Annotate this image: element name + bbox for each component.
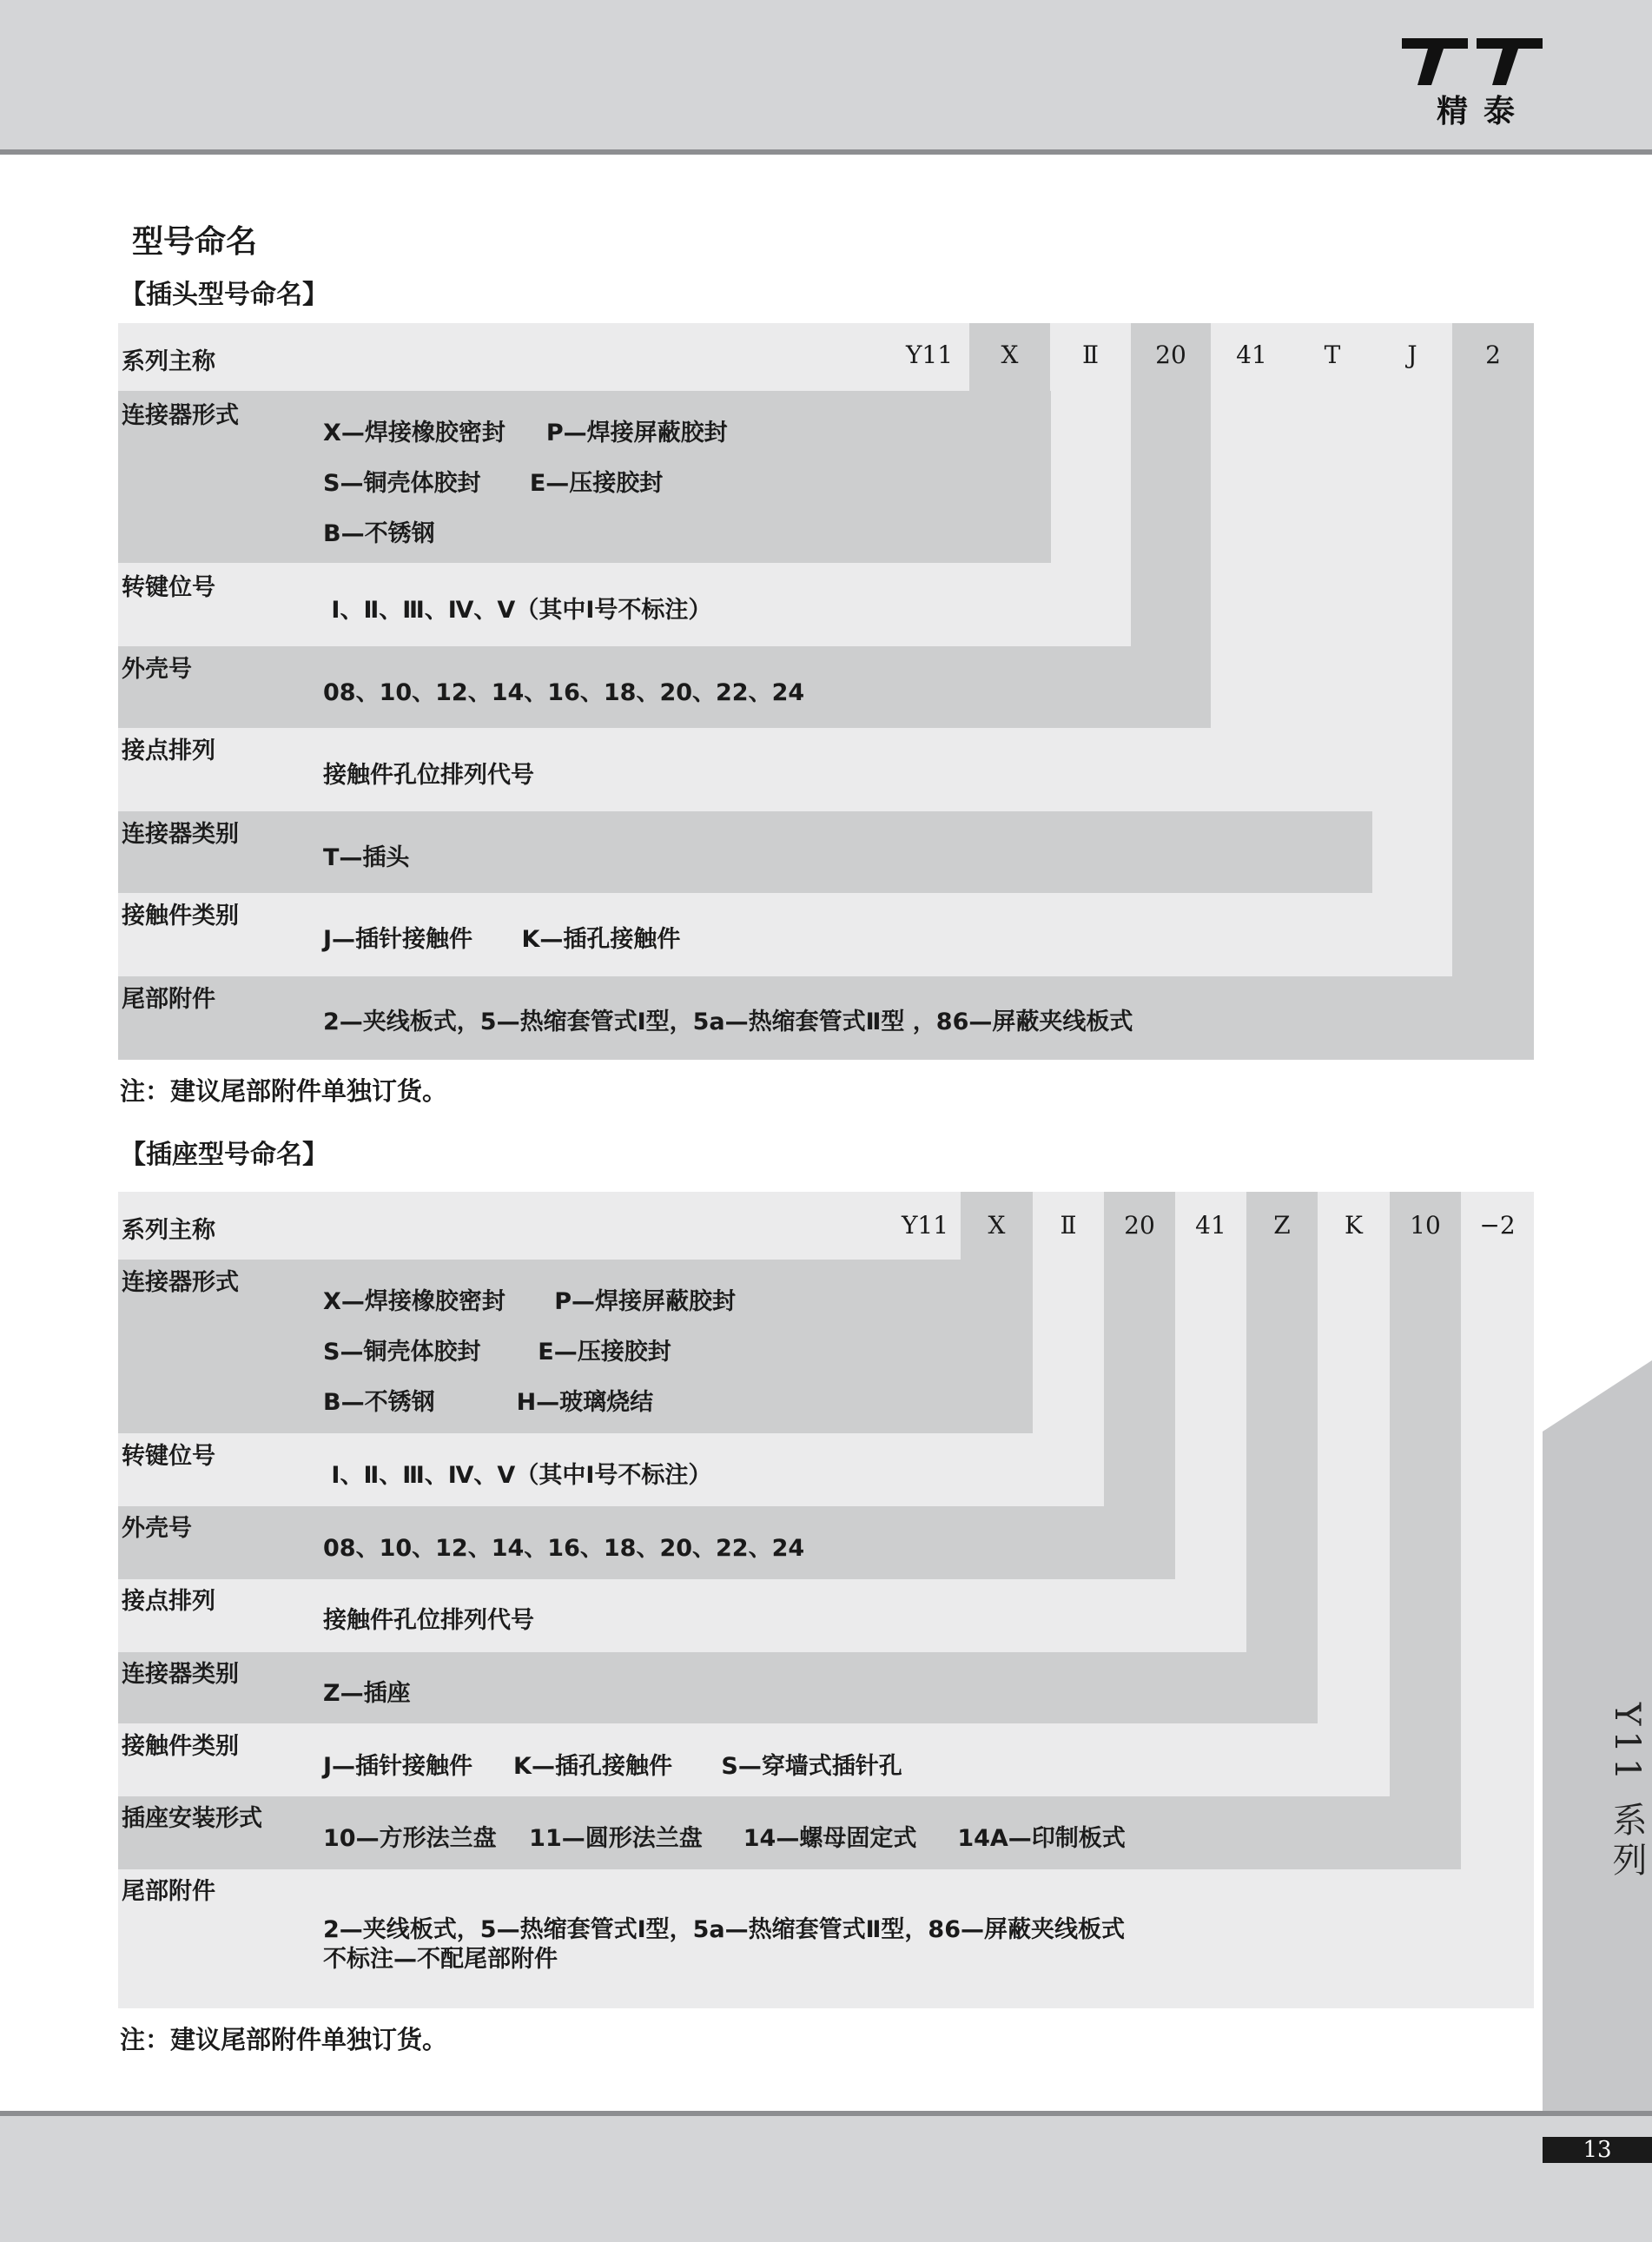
socket-code: −2 <box>1479 1211 1516 1240</box>
socket-row-label: 连接器类别 <box>122 1661 239 1688</box>
plug-row-value: 2—夹线板式，5—热缩套管式Ⅰ型，5a—热缩套管式Ⅱ型 ，86—屏蔽夹线板式 <box>323 1009 1133 1035</box>
socket-row-value: 接触件孔位排列代号 <box>323 1607 534 1634</box>
socket-row-value: 08、10、12、14、16、18、20、22、24 <box>323 1535 805 1562</box>
socket-code: Ⅱ <box>1060 1211 1077 1240</box>
plug-code: X <box>1001 341 1019 369</box>
jt-logo-icon <box>1398 33 1546 87</box>
plug-row-value: 接触件孔位排列代号 <box>323 762 534 789</box>
socket-row-label: 转键位号 <box>122 1443 215 1470</box>
series-tab-label: Y11 系列 <box>1607 1703 1647 1882</box>
plug-row-label: 尾部附件 <box>122 986 215 1013</box>
plug-code: J <box>1407 341 1417 369</box>
brand-name: 精泰 <box>1436 94 1530 129</box>
page-number: 13 <box>1543 2137 1652 2163</box>
socket-note: 注：建议尾部附件单独订货。 <box>120 2025 448 2054</box>
plug-code: T <box>1324 341 1341 369</box>
plug-row-label: 转键位号 <box>122 574 215 601</box>
socket-row-value: X—焊接橡胶密封 P—焊接屏蔽胶封 <box>323 1288 737 1315</box>
plug-code: 41 <box>1236 341 1267 369</box>
socket-row-value: Z—插座 <box>323 1680 411 1707</box>
socket-code: Z <box>1273 1211 1291 1240</box>
plug-subtitle: 【插头型号命名】 <box>120 280 328 310</box>
socket-row-value: Ⅰ、Ⅱ、Ⅲ、Ⅳ、Ⅴ（其中Ⅰ号不标注） <box>323 1462 712 1489</box>
socket-row-label: 尾部附件 <box>122 1878 215 1905</box>
plug-row-value: Ⅰ、Ⅱ、Ⅲ、Ⅳ、Ⅴ（其中Ⅰ号不标注） <box>323 597 712 624</box>
side-tab-corner <box>1543 1360 1652 1432</box>
socket-row-value: B—不锈钢 H—玻璃烧结 <box>323 1389 654 1416</box>
plug-row-value: X—焊接橡胶密封 P—焊接屏蔽胶封 <box>323 420 728 446</box>
socket-row-label: 系列主称 <box>122 1217 215 1244</box>
footer-band <box>0 2116 1652 2242</box>
plug-row-value: S—铜壳体胶封 E—压接胶封 <box>323 470 664 497</box>
plug-row-label: 连接器形式 <box>122 402 239 429</box>
page-title: 型号命名 <box>132 224 258 260</box>
socket-row-value: 2—夹线板式，5—热缩套管式Ⅰ型，5a—热缩套管式Ⅱ型，86—屏蔽夹线板式 <box>323 1916 1125 1943</box>
plug-code: 20 <box>1155 341 1186 369</box>
plug-code: 2 <box>1485 341 1501 369</box>
plug-row-value: 08、10、12、14、16、18、20、22、24 <box>323 679 805 706</box>
socket-row-label: 接触件类别 <box>122 1733 239 1760</box>
plug-code: Ⅱ <box>1081 341 1100 369</box>
socket-code: K <box>1345 1211 1363 1240</box>
socket-row-value: S—铜壳体胶封 E—压接胶封 <box>323 1339 671 1366</box>
plug-row-value: T—插头 <box>323 844 410 871</box>
plug-row-label: 连接器类别 <box>122 821 239 848</box>
socket-row-value: 不标注—不配尾部附件 <box>323 1946 558 1973</box>
plug-row-value: J—插针接触件 K—插孔接触件 <box>323 926 681 953</box>
plug-row-label: 接点排列 <box>122 737 215 764</box>
plug-code: Y11 <box>905 341 954 369</box>
socket-row-label: 连接器形式 <box>122 1269 239 1296</box>
plug-row-value: B—不锈钢 <box>323 520 435 547</box>
socket-code: 20 <box>1124 1211 1155 1240</box>
socket-row-value: 10—方形法兰盘 11—圆形法兰盘 14—螺母固定式 14A—印制板式 <box>323 1825 1126 1852</box>
socket-row-label: 外壳号 <box>122 1515 192 1542</box>
socket-code: X <box>988 1211 1006 1240</box>
socket-row-value: J—插针接触件 K—插孔接触件 S—穿墙式插针孔 <box>323 1753 902 1780</box>
socket-row-label: 接点排列 <box>122 1588 215 1615</box>
header-divider <box>0 149 1652 155</box>
socket-code: 41 <box>1195 1211 1226 1240</box>
socket-row-label: 插座安装形式 <box>122 1805 262 1832</box>
socket-code: Y11 <box>901 1211 949 1240</box>
plug-row-label: 接触件类别 <box>122 903 239 929</box>
plug-note: 注：建议尾部附件单独订货。 <box>120 1076 448 1106</box>
socket-code: 10 <box>1410 1211 1441 1240</box>
plug-row-label: 系列主称 <box>122 348 215 375</box>
plug-row-label: 外壳号 <box>122 656 192 683</box>
socket-subtitle: 【插座型号命名】 <box>120 1140 328 1170</box>
